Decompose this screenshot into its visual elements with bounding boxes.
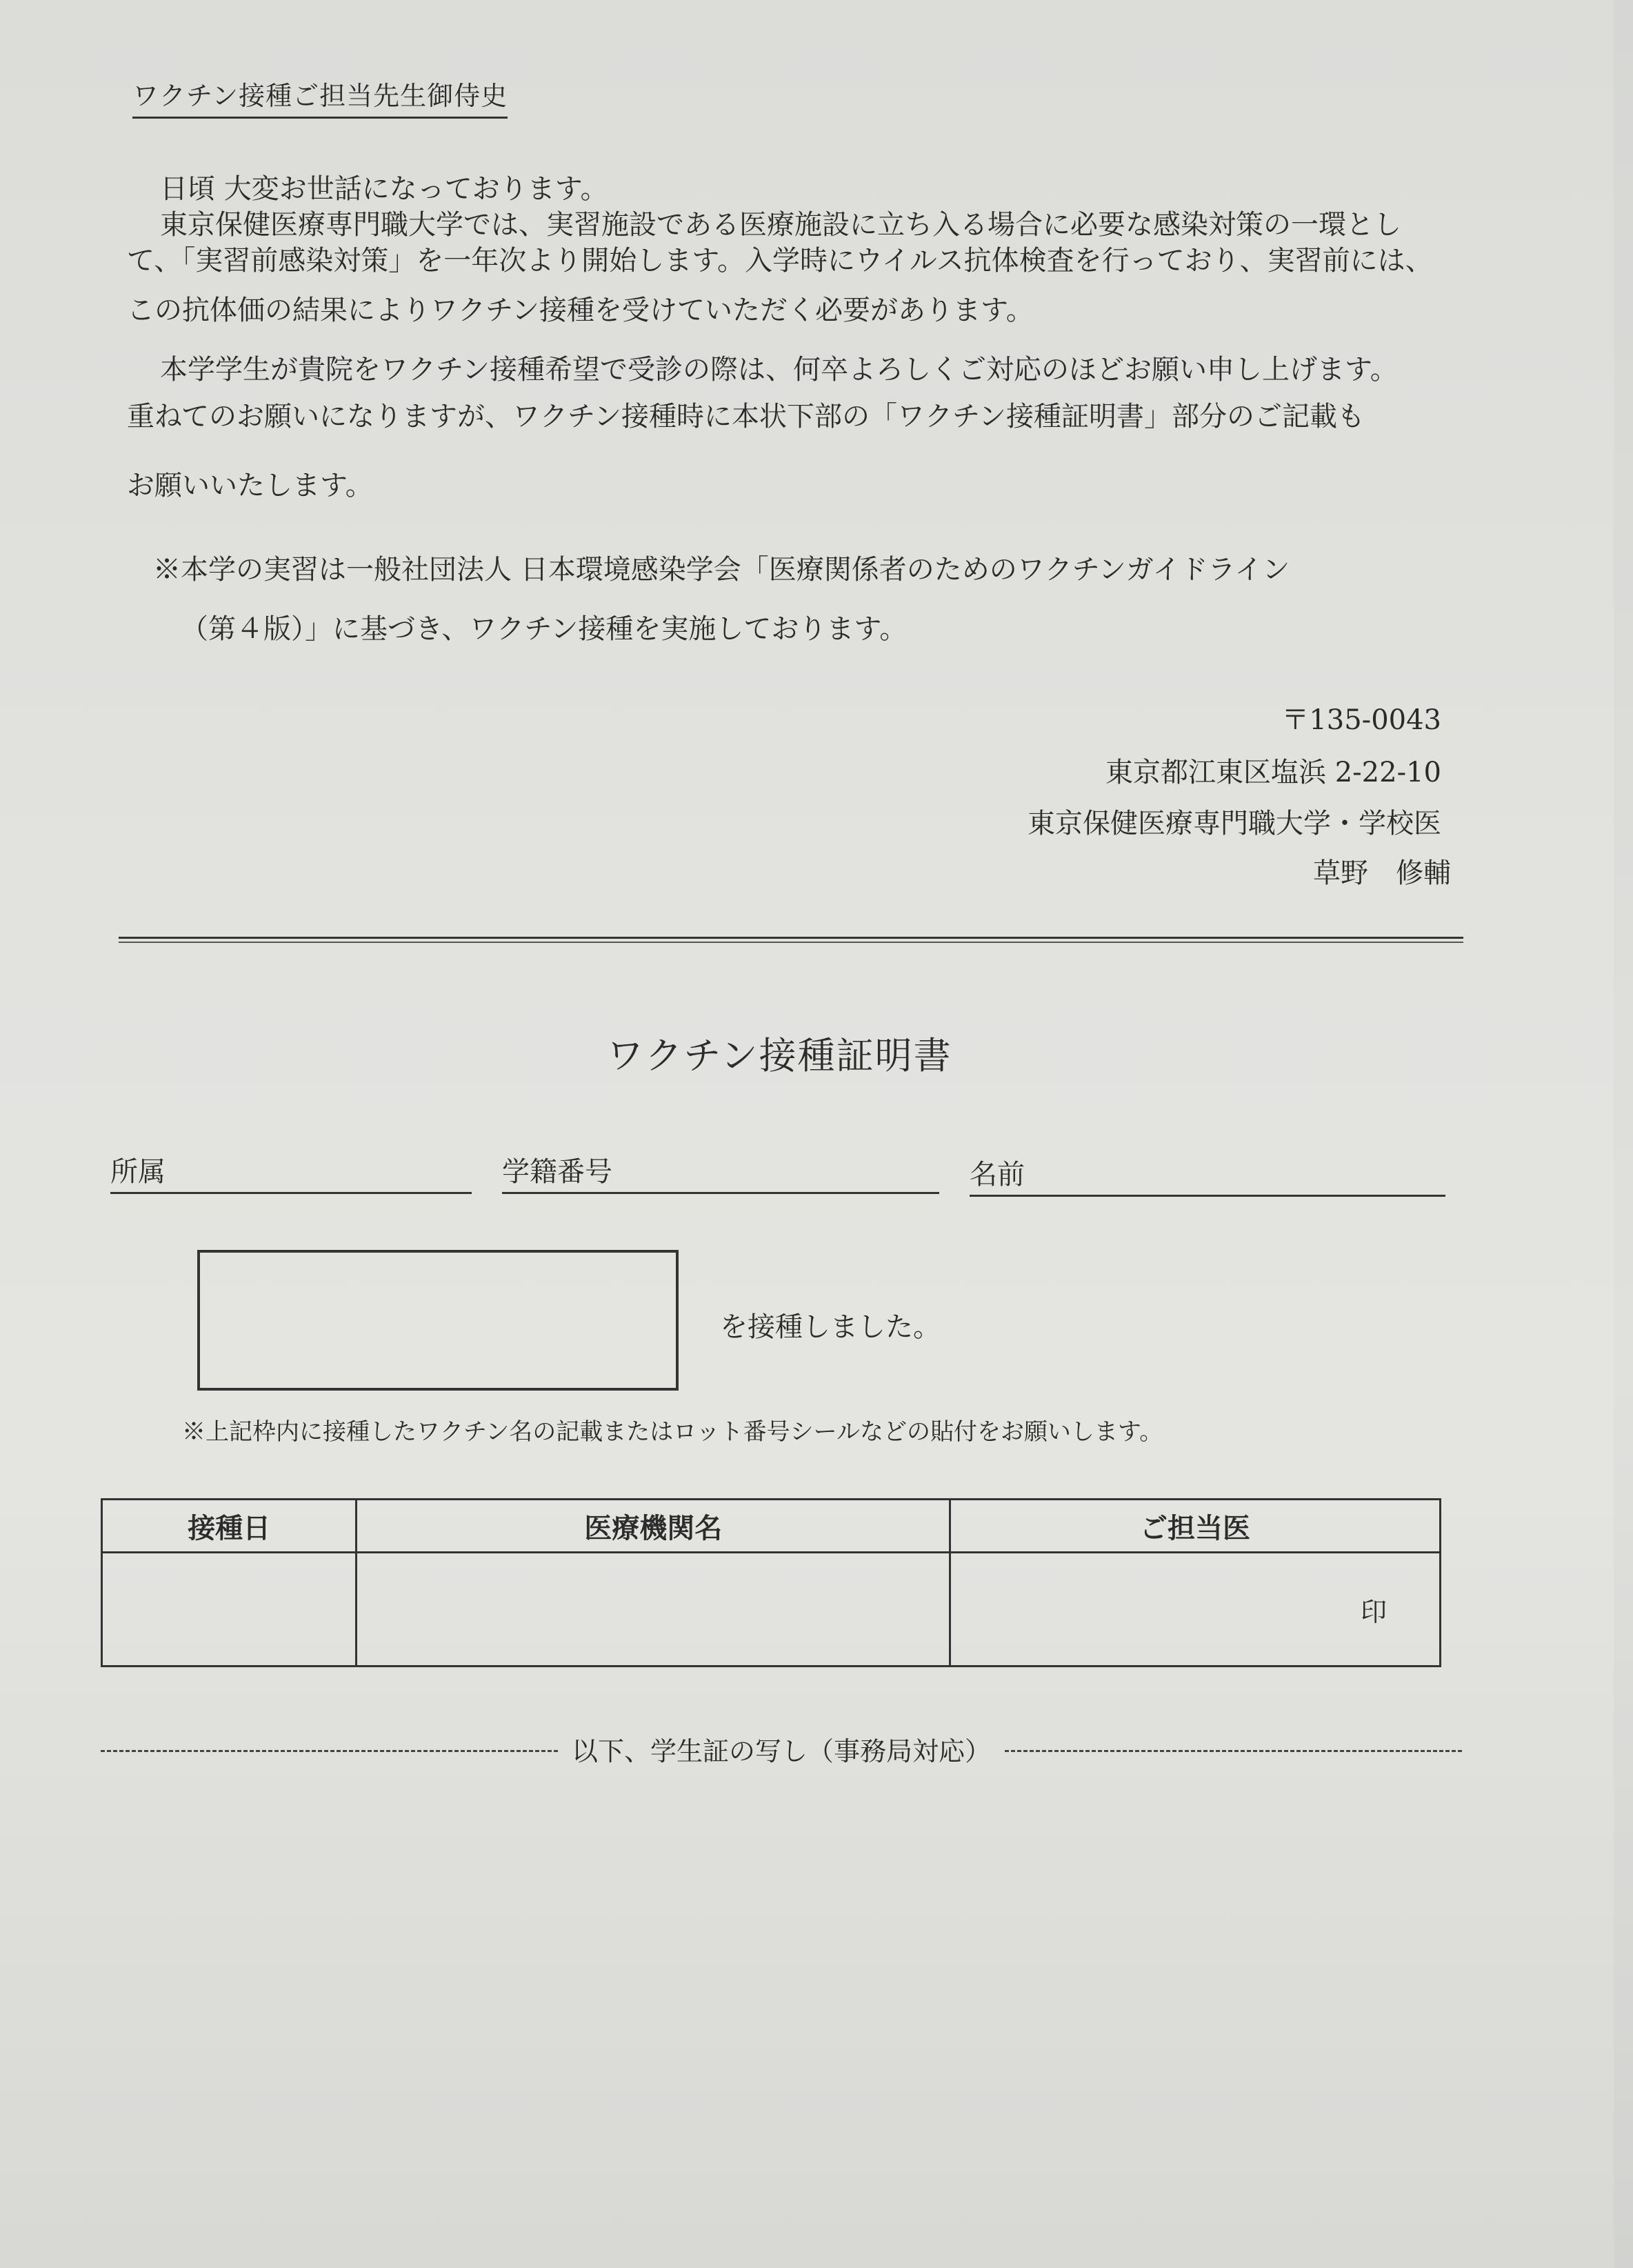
- sender-organization: 東京保健医療専門職大学・学校医: [1028, 808, 1441, 839]
- student-id-label: 学籍番号: [502, 1156, 612, 1188]
- box-instruction-note: ※上記枠内に接種したワクチン名の記載またはロット番号シールなどの貼付をお願いします。: [182, 1418, 1163, 1446]
- dashed-line-left: [101, 1750, 558, 1752]
- sender-postal: 〒135-0043: [1281, 704, 1441, 736]
- letter-paragraph: この抗体価の結果によりワクチン接種を受けていただく必要があります。: [127, 295, 1034, 326]
- header-vaccination-date: 接種日: [102, 1500, 357, 1553]
- seal-mark: 印: [1360, 1597, 1387, 1627]
- cut-line: [101, 1730, 1462, 1768]
- affiliation-label: 所属: [110, 1156, 166, 1188]
- certificate-title: ワクチン接種証明書: [606, 1034, 952, 1077]
- section-divider: [119, 937, 1463, 939]
- physician-cell[interactable]: [950, 1553, 1441, 1667]
- addressee: ワクチン接種ご担当先生御侍史: [132, 74, 508, 119]
- name-label: 名前: [970, 1159, 1025, 1191]
- vaccine-name-box[interactable]: [197, 1250, 679, 1391]
- guideline-note: （第４版）」に基づき、ワクチン接種を実施しております。: [181, 613, 908, 645]
- student-id-field[interactable]: [502, 1153, 939, 1194]
- letter-paragraph: て、「実習前感染対策」を一年次より開始します。入学時にウイルス抗体検査を行っており、実習前には、: [127, 245, 1433, 277]
- letter-paragraph: 東京保健医療専門職大学では、実習施設である医療施設に立ち入る場合に必要な感染対策の一環とし: [160, 209, 1401, 241]
- dashed-line-right: [1005, 1750, 1462, 1752]
- guideline-note: ※本学の実習は一般社団法人 日本環境感染学会「医療関係者のためのワクチンガイドライン: [153, 554, 1290, 586]
- letter-paragraph: お願いいたします。: [127, 470, 373, 501]
- vaccinated-text: を接種しました。: [720, 1311, 941, 1343]
- vaccination-date-cell[interactable]: [102, 1553, 357, 1667]
- letter-paragraph: 日頃 大変お世話になっております。: [160, 173, 608, 205]
- vaccination-record-table: [101, 1498, 1441, 1667]
- letter-paragraph: 本学学生が貴院をワクチン接種希望で受診の際は、何卒よろしくご対応のほどお願い申し上げます。: [160, 354, 1398, 386]
- sender-name: 草野 修輔: [1313, 857, 1451, 889]
- medical-institution-cell[interactable]: [357, 1553, 950, 1667]
- cut-line-label: 以下、学生証の写し（事務局対応）: [572, 1736, 992, 1767]
- letter-paragraph: 重ねてのお願いになりますが、ワクチン接種時に本状下部の「ワクチン接種証明書」部分のご記載も: [127, 401, 1365, 432]
- header-medical-institution: 医療機関名: [357, 1500, 950, 1553]
- sender-address: 東京都江東区塩浜 2-22-10: [1105, 757, 1441, 788]
- header-physician: ご担当医: [950, 1500, 1441, 1553]
- name-field[interactable]: [970, 1156, 1445, 1197]
- affiliation-field[interactable]: [110, 1153, 472, 1194]
